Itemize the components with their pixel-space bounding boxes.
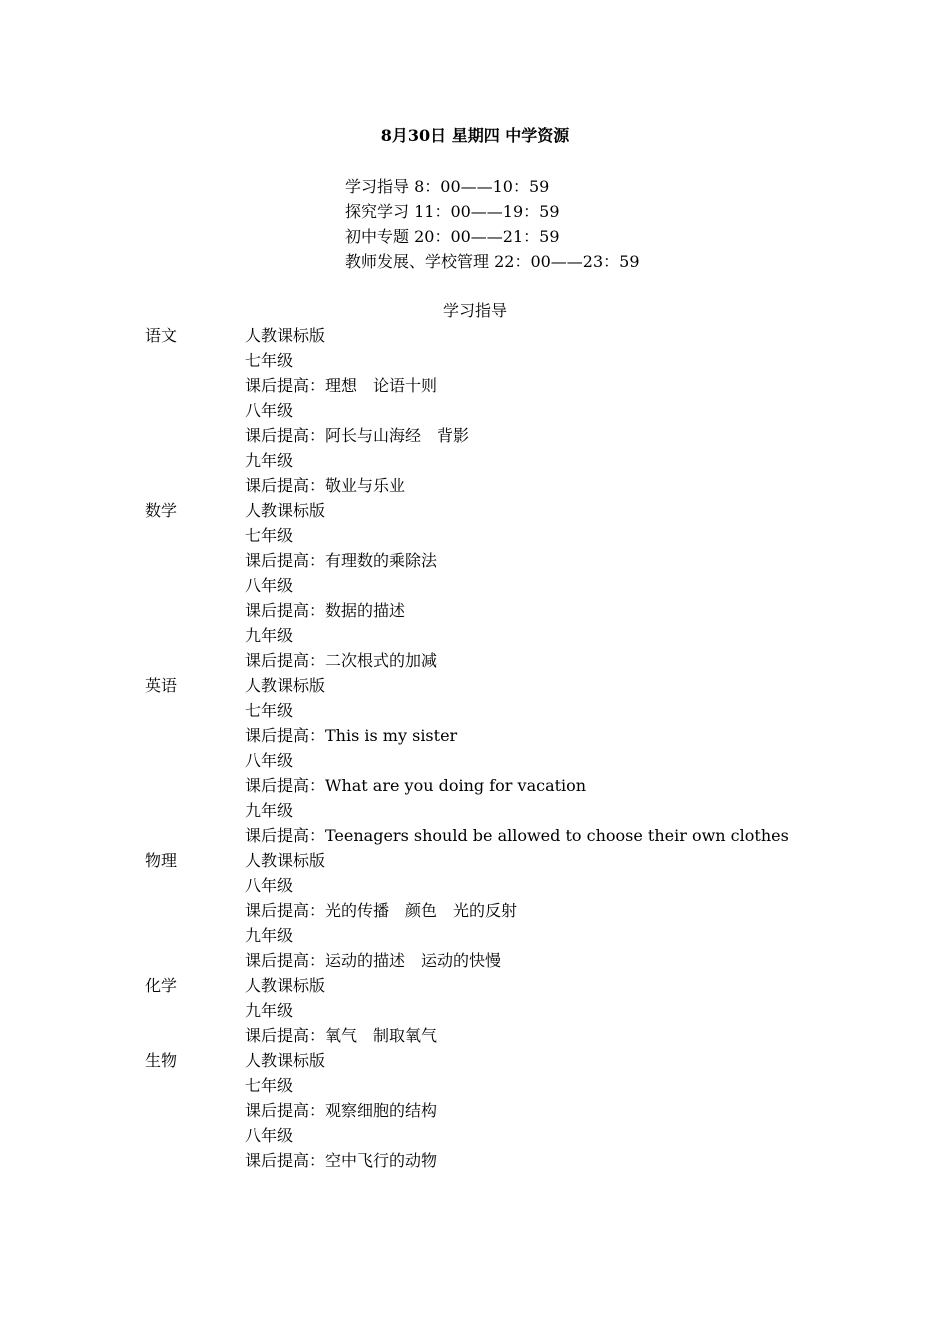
- list-item: 课后提高：空中飞行的动物: [245, 1151, 438, 1170]
- list-item: 人教课标版: [245, 976, 326, 995]
- subject-name: 物理: [145, 851, 178, 870]
- subject-lines: [245, 1048, 845, 1173]
- list-item: 课后提高：数据的描述: [245, 601, 406, 620]
- list-item: 人教课标版: [245, 326, 326, 345]
- list-item: 课后提高：观察细胞的结构: [245, 1101, 438, 1120]
- list-item: 课后提高：Teenagers should be allowed to choose their own clothes: [245, 826, 789, 845]
- list-item: 八年级: [245, 576, 294, 595]
- subject-lines: [245, 973, 845, 1048]
- list-item: 七年级: [245, 526, 294, 545]
- list-item: 课后提高：运动的描述 运动的快慢: [245, 951, 502, 970]
- subject-name: 语文: [145, 326, 178, 345]
- list-item: 九年级: [245, 626, 294, 645]
- subject-name: 化学: [145, 976, 178, 995]
- list-item: 八年级: [245, 876, 294, 895]
- subject-block: [145, 973, 845, 1048]
- subject-lines: [245, 498, 845, 673]
- list-item: 课后提高：What are you doing for vacation: [245, 776, 587, 795]
- list-item: 课后提高：二次根式的加减: [245, 651, 438, 670]
- list-item: 人教课标版: [245, 676, 326, 695]
- list-item: 八年级: [245, 401, 294, 420]
- subject-name: 英语: [145, 676, 178, 695]
- schedule-list: [345, 174, 640, 274]
- subject-list: [145, 323, 845, 1173]
- list-item: 课后提高：有理数的乘除法: [245, 551, 438, 570]
- subject-block: [145, 498, 845, 673]
- list-item: 人教课标版: [245, 501, 326, 520]
- list-item: 课后提高：光的传播 颜色 光的反射: [245, 901, 518, 920]
- list-item: 七年级: [245, 351, 294, 370]
- list-item: 课后提高：氧气 制取氧气: [245, 1026, 438, 1045]
- subject-block: [145, 673, 845, 848]
- subject-block: [145, 323, 845, 498]
- list-item: 八年级: [245, 1126, 294, 1145]
- subject-block: [145, 848, 845, 973]
- schedule-item: 教师发展、学校管理 22：00——23：59: [345, 252, 640, 271]
- schedule-item: 初中专题 20：00——21：59: [345, 227, 560, 246]
- list-item: 人教课标版: [245, 851, 326, 870]
- list-item: 九年级: [245, 926, 294, 945]
- list-item: 九年级: [245, 801, 294, 820]
- subject-lines: [245, 848, 845, 973]
- schedule-item: 学习指导 8：00——10：59: [345, 177, 550, 196]
- list-item: 课后提高：阿长与山海经 背影: [245, 426, 470, 445]
- list-item: 九年级: [245, 1001, 294, 1020]
- subject-name: 数学: [145, 501, 178, 520]
- list-item: 九年级: [245, 451, 294, 470]
- list-item: 课后提高：敬业与乐业: [245, 476, 406, 495]
- subject-name: 生物: [145, 1051, 178, 1070]
- schedule-item: 探究学习 11：00——19：59: [345, 202, 560, 221]
- list-item: 七年级: [245, 701, 294, 720]
- list-item: 七年级: [245, 1076, 294, 1095]
- list-item: 人教课标版: [245, 1051, 326, 1070]
- subject-lines: [245, 673, 845, 848]
- subject-lines: [245, 323, 845, 498]
- section-title: 学习指导: [442, 301, 507, 320]
- list-item: 课后提高：This is my sister: [245, 726, 458, 745]
- list-item: 八年级: [245, 751, 294, 770]
- document-title: 8月30日 星期四 中学资源: [380, 126, 570, 145]
- list-item: 课后提高：理想 论语十则: [245, 376, 438, 395]
- subject-block: [145, 1048, 845, 1173]
